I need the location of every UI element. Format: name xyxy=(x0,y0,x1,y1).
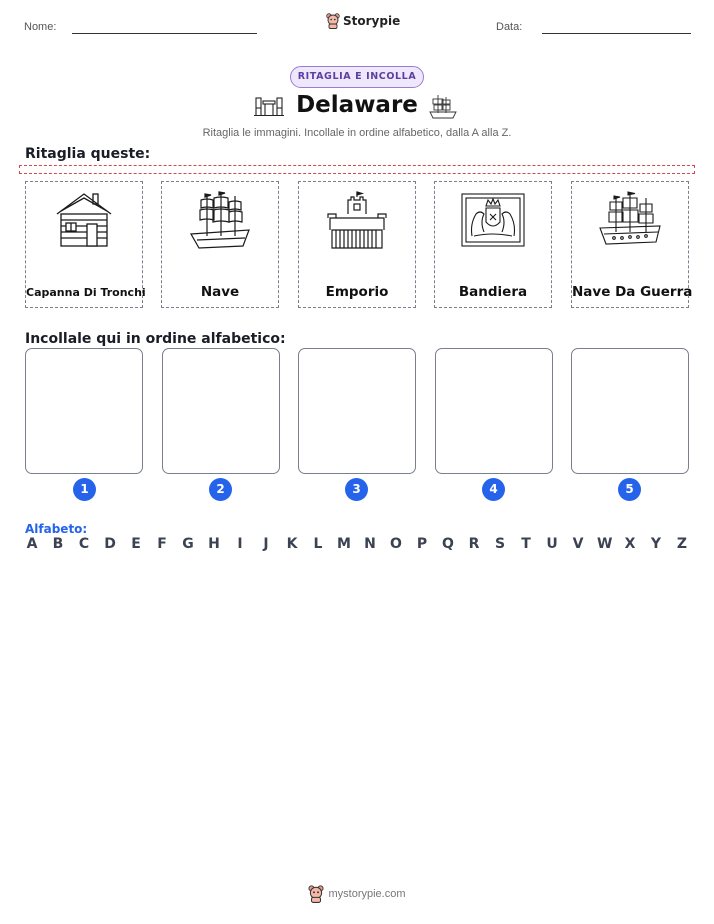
storypie-mascot-icon xyxy=(326,13,340,29)
name-line[interactable] xyxy=(72,33,257,34)
alphabet-letter: L xyxy=(313,536,323,552)
footer-url[interactable]: mystorypie.com xyxy=(328,888,406,900)
alphabet-letter: N xyxy=(364,536,376,552)
paste-box[interactable] xyxy=(571,348,689,474)
alphabet-letter: W xyxy=(597,536,613,552)
storypie-mascot-icon xyxy=(308,885,324,903)
card-label: Capanna Di Tronchi xyxy=(26,286,146,299)
paste-box[interactable] xyxy=(298,348,416,474)
alphabet-letter: K xyxy=(286,536,298,552)
brand-name: Storypie xyxy=(343,14,401,28)
paste-heading: Incollale qui in ordine alfabetico: xyxy=(25,331,286,347)
alphabet-letter: O xyxy=(390,536,402,552)
alphabet-letter: G xyxy=(182,536,194,552)
alphabet-letter: A xyxy=(26,536,38,552)
alphabet-letter: Q xyxy=(442,536,454,552)
card-label: Nave xyxy=(200,284,240,300)
page-title: Delaware xyxy=(296,92,418,118)
alphabet-row xyxy=(25,536,689,552)
cut-guide-line xyxy=(19,165,695,174)
small-ship-icon xyxy=(428,93,458,121)
order-number: 5 xyxy=(618,478,641,501)
activity-badge: RITAGLIA E INCOLLA xyxy=(290,66,424,88)
alphabet-letter: I xyxy=(237,536,243,552)
flag-crest-icon xyxy=(460,192,526,250)
alphabet-letter: E xyxy=(131,536,141,552)
paste-box[interactable] xyxy=(435,348,553,474)
name-label: Nome: xyxy=(24,21,57,33)
card-label: Bandiera xyxy=(458,284,528,300)
cutout-card[interactable] xyxy=(434,181,552,308)
alphabet-letter: J xyxy=(263,536,269,552)
paste-box[interactable] xyxy=(162,348,280,474)
alphabet-letter: M xyxy=(337,536,351,552)
alphabet-letter: C xyxy=(78,536,90,552)
alphabet-title: Alfabeto: xyxy=(25,522,88,536)
alphabet-letter: Z xyxy=(676,536,688,552)
cut-heading: Ritaglia queste: xyxy=(25,146,151,162)
alphabet-letter: F xyxy=(157,536,167,552)
card-label: Emporio xyxy=(325,284,389,300)
log-cabin-icon xyxy=(53,190,115,252)
order-number: 4 xyxy=(482,478,505,501)
alphabet-letter: B xyxy=(52,536,64,552)
alphabet-letter: Y xyxy=(650,536,662,552)
footer xyxy=(0,885,714,903)
order-number: 2 xyxy=(209,478,232,501)
fort-icon xyxy=(326,190,388,252)
warship-icon xyxy=(598,190,664,256)
brand-logo xyxy=(326,13,400,29)
alphabet-letter: S xyxy=(494,536,506,552)
date-label: Data: xyxy=(496,21,523,33)
date-line[interactable] xyxy=(542,33,691,34)
order-number: 3 xyxy=(345,478,368,501)
alphabet-letter: X xyxy=(624,536,636,552)
alphabet-letter: R xyxy=(468,536,480,552)
alphabet-letter: H xyxy=(208,536,220,552)
cutout-card[interactable] xyxy=(571,181,693,308)
instructions: Ritaglia le immagini. Incollale in ordine alfabetico, dalla A alla Z. xyxy=(202,127,512,139)
alphabet-letter: U xyxy=(546,536,558,552)
sailing-ship-icon xyxy=(189,190,251,256)
cutout-card[interactable] xyxy=(161,181,279,308)
card-label: Nave Da Guerra xyxy=(572,284,693,300)
cutout-card[interactable] xyxy=(25,181,146,308)
alphabet-letter: P xyxy=(416,536,428,552)
alphabet-letter: T xyxy=(521,536,531,552)
order-number: 1 xyxy=(73,478,96,501)
alphabet-letter: V xyxy=(572,536,584,552)
paste-box[interactable] xyxy=(25,348,143,474)
alphabet-letter: D xyxy=(104,536,116,552)
cutout-card[interactable] xyxy=(298,181,416,308)
